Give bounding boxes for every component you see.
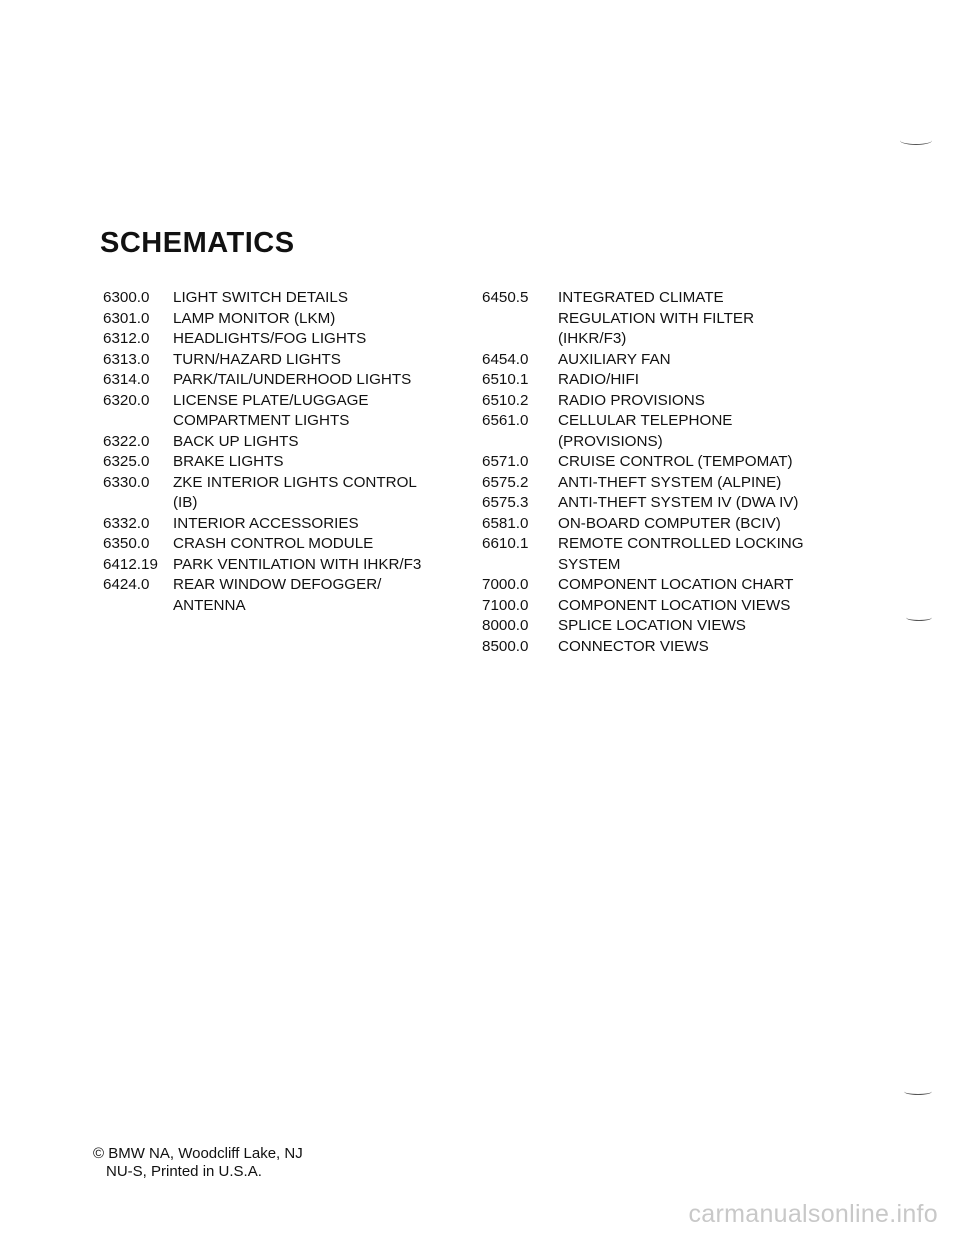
section-number: 6313.0 — [103, 350, 150, 368]
section-number: 6300.0 — [103, 289, 150, 306]
scan-mark — [904, 1088, 932, 1095]
section-number: 7000.0 — [482, 576, 529, 593]
section-number: 6561.0 — [482, 412, 529, 429]
section-number: 6575.2 — [482, 473, 529, 491]
section-number: 8500.0 — [482, 637, 529, 655]
section-number: 6350.0 — [103, 535, 150, 552]
section-number: 6320.0 — [103, 391, 150, 409]
toc-entry — [482, 616, 842, 637]
section-title: (IB) — [173, 494, 198, 511]
toc-entry — [103, 329, 463, 350]
toc-entry — [482, 514, 842, 535]
toc-entry — [103, 493, 463, 514]
scan-mark — [906, 614, 932, 621]
toc-entry — [103, 370, 463, 391]
toc-entry — [482, 452, 842, 473]
section-number: 6450.5 — [482, 289, 529, 306]
section-title: INTEGRATED CLIMATE — [558, 289, 724, 306]
print-info-line: NU-S, Printed in U.S.A. — [106, 1163, 262, 1180]
section-title: COMPARTMENT LIGHTS — [173, 412, 350, 429]
toc-entry — [482, 329, 842, 350]
section-title: REMOTE CONTROLLED LOCKING — [558, 535, 804, 552]
toc-right-column — [482, 288, 842, 657]
section-title: BRAKE LIGHTS — [173, 453, 284, 470]
section-title: RADIO/HIFI — [558, 371, 640, 388]
section-title: CRASH CONTROL MODULE — [173, 535, 374, 552]
section-title: COMPONENT LOCATION VIEWS — [558, 596, 791, 614]
section-number: 8000.0 — [482, 617, 529, 634]
section-number: 6454.0 — [482, 350, 529, 368]
toc-entry — [103, 391, 463, 412]
section-title: LICENSE PLATE/LUGGAGE — [173, 391, 369, 409]
toc-entry — [103, 473, 463, 494]
toc-entry — [482, 411, 842, 432]
toc-entry — [103, 596, 463, 617]
section-title: CRUISE CONTROL (TEMPOMAT) — [558, 453, 793, 470]
section-number: 6325.0 — [103, 453, 150, 470]
scan-mark — [900, 136, 932, 145]
watermark: carmanualsonline.info — [688, 1200, 938, 1228]
section-title: SPLICE LOCATION VIEWS — [558, 617, 746, 634]
section-title: REAR WINDOW DEFOGGER/ — [173, 576, 382, 593]
section-number: 7100.0 — [482, 596, 529, 614]
section-title: INTERIOR ACCESSORIES — [173, 514, 359, 532]
toc-entry — [482, 493, 842, 514]
section-number: 6424.0 — [103, 576, 150, 593]
section-number: 6301.0 — [103, 309, 150, 327]
toc-entry — [482, 534, 842, 555]
toc-entry — [103, 432, 463, 453]
toc-entry — [103, 534, 463, 555]
section-number: 6610.1 — [482, 535, 529, 552]
toc-entry — [482, 555, 842, 576]
section-title: SYSTEM — [558, 555, 621, 573]
section-number: 6322.0 — [103, 432, 150, 450]
copyright-line: © BMW NA, Woodcliff Lake, NJ — [93, 1145, 303, 1162]
section-number: 6510.2 — [482, 391, 529, 409]
section-title: COMPONENT LOCATION CHART — [558, 576, 794, 593]
section-title: LAMP MONITOR (LKM) — [173, 309, 336, 327]
section-title: REGULATION WITH FILTER — [558, 309, 755, 327]
toc-entry — [482, 473, 842, 494]
section-title: (IHKR/F3) — [558, 330, 627, 347]
section-title: ON-BOARD COMPUTER (BCIV) — [558, 514, 781, 532]
toc-entry — [482, 637, 842, 658]
section-title: CELLULAR TELEPHONE — [558, 412, 733, 429]
toc-entry — [482, 370, 842, 391]
toc-entry — [103, 575, 463, 596]
section-title: (PROVISIONS) — [558, 432, 663, 450]
section-title: RADIO PROVISIONS — [558, 391, 705, 409]
toc-entry — [482, 391, 842, 412]
section-title: HEADLIGHTS/FOG LIGHTS — [173, 330, 367, 347]
toc-entry — [103, 514, 463, 535]
section-title: PARK/TAIL/UNDERHOOD LIGHTS — [173, 371, 412, 388]
section-number: 6412.19 — [103, 555, 158, 573]
toc-entry — [103, 555, 463, 576]
toc-entry — [482, 309, 842, 330]
section-title: CONNECTOR VIEWS — [558, 637, 709, 655]
section-title: PARK VENTILATION WITH IHKR/F3 — [173, 555, 422, 573]
section-title: BACK UP LIGHTS — [173, 432, 299, 450]
copyright-footer — [93, 1145, 303, 1181]
section-title: ANTI-THEFT SYSTEM (ALPINE) — [558, 473, 782, 491]
section-title: ANTI-THEFT SYSTEM IV (DWA IV) — [558, 494, 799, 511]
toc-entry — [103, 288, 463, 309]
toc-entry — [482, 596, 842, 617]
section-title: TURN/HAZARD LIGHTS — [173, 350, 341, 368]
page-title: SCHEMATICS — [100, 227, 295, 259]
section-title: AUXILIARY FAN — [558, 350, 671, 368]
section-number: 6581.0 — [482, 514, 529, 532]
toc-entry — [482, 288, 842, 309]
section-title: LIGHT SWITCH DETAILS — [173, 289, 348, 306]
toc-entry — [103, 309, 463, 330]
section-number: 6314.0 — [103, 371, 150, 388]
toc-entry — [103, 350, 463, 371]
section-number: 6330.0 — [103, 473, 150, 491]
section-number: 6575.3 — [482, 494, 529, 511]
section-number: 6332.0 — [103, 514, 150, 532]
toc-entry — [103, 411, 463, 432]
section-title: ZKE INTERIOR LIGHTS CONTROL — [173, 473, 417, 491]
section-title: ANTENNA — [173, 596, 246, 614]
toc-entry — [482, 432, 842, 453]
toc-entry — [482, 575, 842, 596]
section-number: 6510.1 — [482, 371, 529, 388]
toc-left-column — [103, 288, 463, 616]
section-number: 6312.0 — [103, 330, 150, 347]
section-number: 6571.0 — [482, 453, 529, 470]
toc-entry — [103, 452, 463, 473]
toc-entry — [482, 350, 842, 371]
